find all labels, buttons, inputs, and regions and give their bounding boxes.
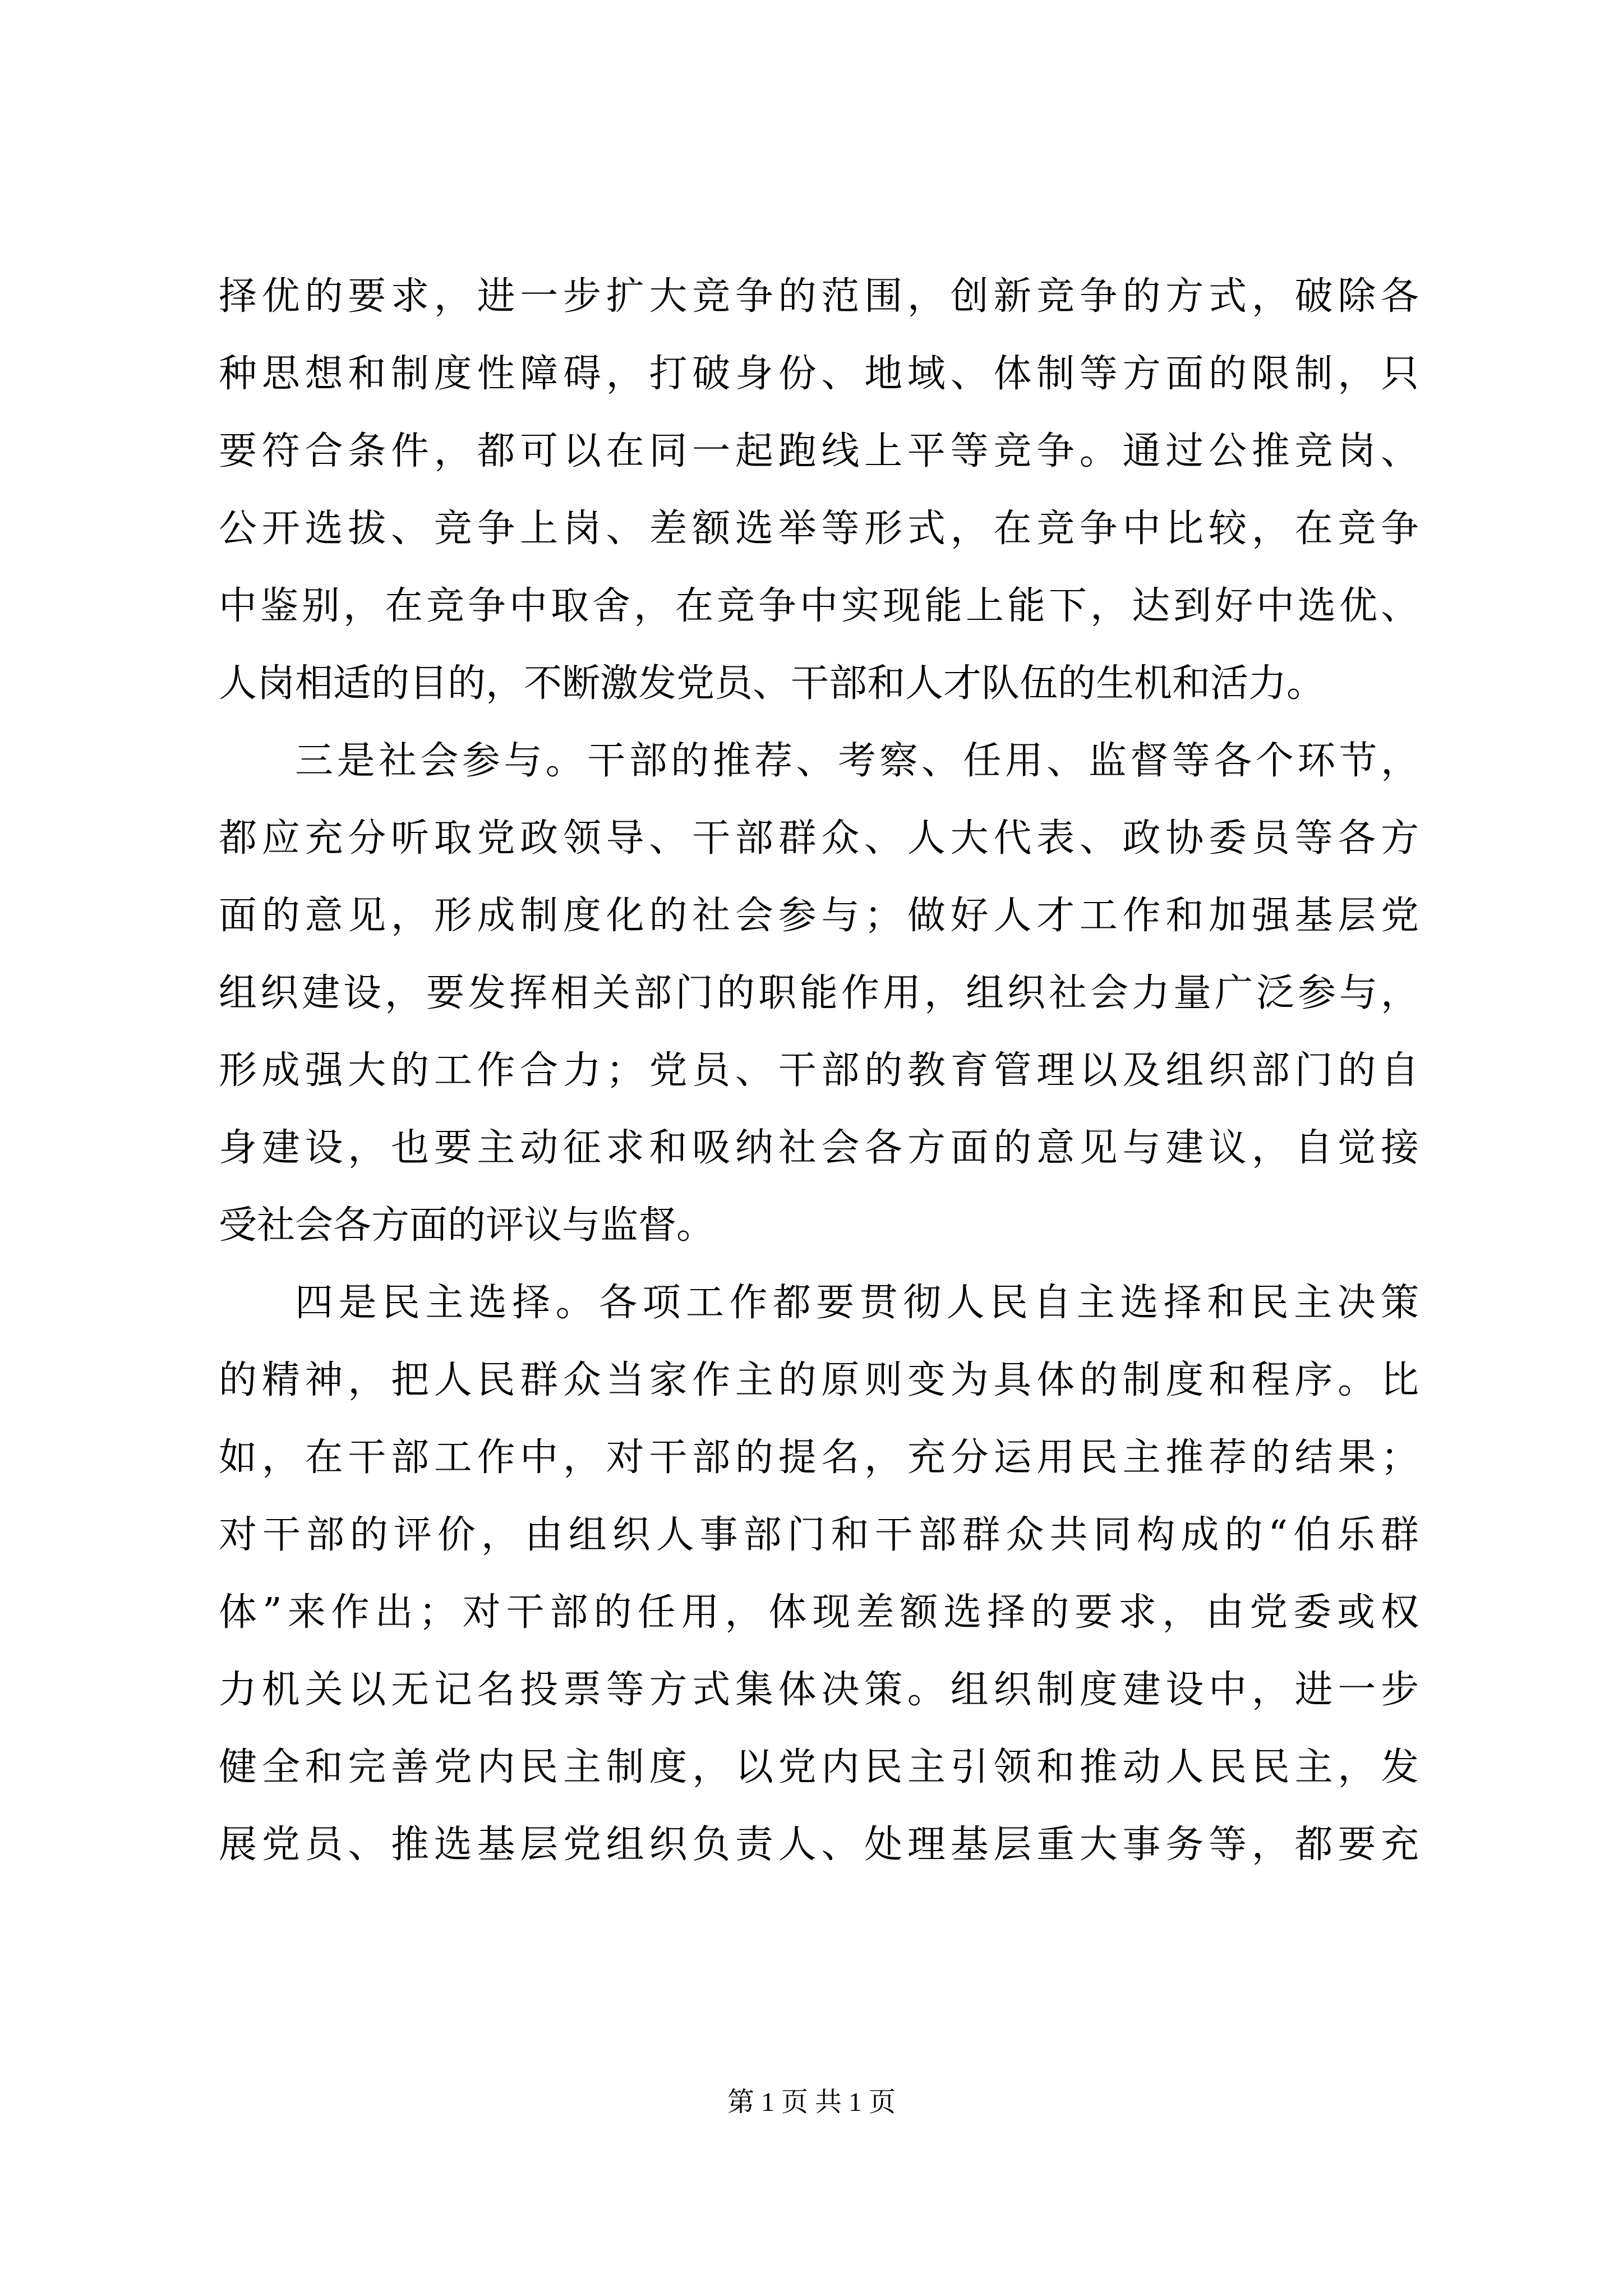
text-line: 力机关以无记名投票等方式集体决策。组织制度建设中，进一步	[219, 1668, 1419, 1712]
text-line: 健全和完善党内民主制度，以党内民主引领和推动人民民主，发	[219, 1745, 1419, 1789]
text-line: 受社会各方面的评议与监督。	[219, 1203, 715, 1248]
text-line: 人岗相适的目的，不断激发党员、干部和人才队伍的生机和活力。	[219, 661, 1325, 706]
page-footer: 第 1 页 共 1 页	[727, 2087, 896, 2117]
text-line: 中鉴别，在竞争中取舍，在竞争中实现能上能下，达到好中选优、	[219, 584, 1419, 628]
text-line: 公开选拔、竞争上岗、差额选举等形式，在竞争中比较，在竞争	[219, 507, 1419, 551]
text-line: 组织建设，要发挥相关部门的职能作用，组织社会力量广泛参与，	[219, 971, 1419, 1015]
text-line: 对干部的评价，由组织人事部门和干部群众共同构成的“伯乐群	[219, 1513, 1419, 1557]
text-line: 体”来作出；对干部的任用，体现差额选择的要求，由党委或权	[219, 1590, 1419, 1635]
text-line: 如，在干部工作中，对干部的提名，充分运用民主推荐的结果；	[219, 1435, 1419, 1480]
text-line: 种思想和制度性障碍，打破身份、地域、体制等方面的限制，只	[219, 352, 1419, 396]
text-line: 形成强大的工作合力；党员、干部的教育管理以及组织部门的自	[219, 1048, 1419, 1093]
body-text	[219, 258, 1419, 1884]
text-line: 面的意见，形成制度化的社会参与；做好人才工作和加强基层党	[219, 894, 1419, 938]
text-line: 要符合条件，都可以在同一起跑线上平等竞争。通过公推竞岗、	[219, 429, 1419, 473]
paragraph-start-line: 三是社会参与。干部的推荐、考察、任用、监督等各个环节，	[295, 739, 1419, 783]
text-line: 身建设，也要主动征求和吸纳社会各方面的意见与建议，自觉接	[219, 1126, 1419, 1170]
text-line: 择优的要求，进一步扩大竞争的范围，创新竞争的方式，破除各	[219, 274, 1419, 319]
text-line: 都应充分听取党政领导、干部群众、人大代表、政协委员等各方	[219, 816, 1419, 861]
text-line: 的精神，把人民群众当家作主的原则变为具体的制度和程序。比	[219, 1358, 1419, 1402]
text-line: 展党员、推选基层党组织负责人、处理基层重大事务等，都要充	[219, 1823, 1419, 1867]
paragraph-start-line: 四是民主选择。各项工作都要贯彻人民自主选择和民主决策	[295, 1281, 1419, 1325]
